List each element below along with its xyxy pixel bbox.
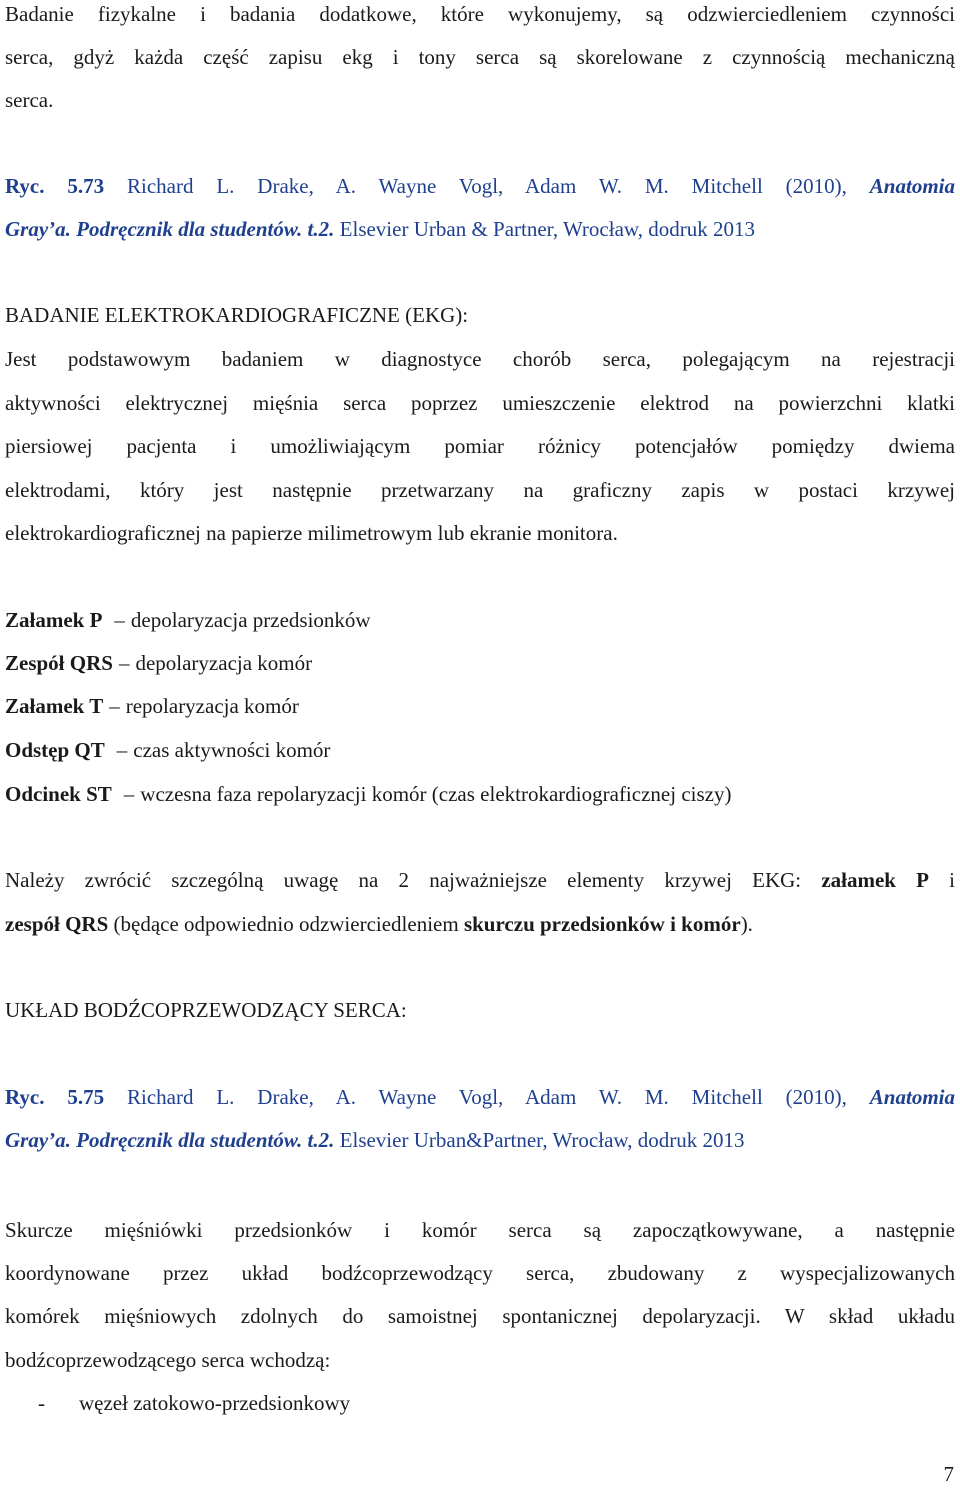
- page-number: 7: [943, 1462, 954, 1486]
- list-marker: -: [38, 1391, 45, 1415]
- note-text: (będące odpowiednio odzwierciedleniem: [113, 912, 459, 936]
- wave-description: depolaryzacja przedsionków: [130, 608, 371, 632]
- intro-line-3: serca.: [5, 88, 54, 112]
- figure-book-title: Anatomia: [869, 1085, 955, 1109]
- conduction-paragraph-line: koordynowane przez układ bodźcoprzewodzący serca, zbudowany z wyspecjalizowanych: [5, 1261, 955, 1285]
- figure-publisher: Elsevier Urban & Partner, Wrocław, dodruk 2013: [339, 217, 755, 241]
- figure-authors: Richard L. Drake, A. Wayne Vogl, Adam W. M. Mitchell (2010),: [127, 174, 847, 198]
- note-emphasis: zespół QRS: [5, 912, 109, 936]
- ekg-paragraph-line: piersiowej pacjenta i umożliwiającym pomiar różnicy potencjałów pomiędzy dwiema: [5, 434, 955, 458]
- figure-ref: Ryc. 5.75: [5, 1085, 105, 1109]
- note-text: ).: [740, 912, 753, 936]
- intro-line-1: Badanie fizykalne i badania dodatkowe, które wykonujemy, są odzwierciedleniem czynności: [5, 2, 955, 26]
- dash-separator: –: [116, 738, 128, 762]
- conduction-paragraph-line: komórek mięśniowych zdolnych do samoistnej spontanicznej depolaryzacji. W skład układu: [5, 1304, 955, 1328]
- figure-book-title-cont: Gray’a. Podręcznik dla studentów. t.2.: [5, 217, 335, 241]
- wave-term: Załamek T: [5, 694, 104, 718]
- ekg-paragraph-line: elektrokardiograficznej na papierze milimetrowym lub ekranie monitora.: [5, 521, 618, 545]
- wave-description: czas aktywności komór: [133, 738, 331, 762]
- wave-term: Odstęp QT: [5, 738, 105, 762]
- note-emphasis: załamek P: [821, 868, 929, 892]
- wave-definition: [5, 649, 955, 677]
- wave-term: Odcinek ST: [5, 782, 112, 806]
- wave-definition: [5, 736, 955, 764]
- list-item: [5, 1389, 955, 1417]
- wave-term: Zespół QRS: [5, 651, 113, 675]
- figure-caption-2-cont: [5, 1126, 955, 1154]
- section-heading-conduction: UKŁAD BODŹCOPRZEWODZĄCY SERCA:: [5, 998, 407, 1022]
- figure-ref: Ryc. 5.73: [5, 174, 105, 198]
- figure-caption-2: [5, 1083, 955, 1111]
- wave-definition: [5, 606, 955, 634]
- wave-description: repolaryzacja komór: [125, 694, 299, 718]
- dash-separator: –: [118, 651, 130, 675]
- note-line-2: [5, 910, 955, 938]
- wave-description: wczesna faza repolaryzacji komór (czas elektrokardiograficznej ciszy): [140, 782, 732, 806]
- note-emphasis: skurczu przedsionków i komór: [463, 912, 741, 936]
- section-heading-ekg: BADANIE ELEKTROKARDIOGRAFICZNE (EKG):: [5, 303, 469, 327]
- intro-line-2: serca, gdyż każda część zapisu ekg i tony serca są skorelowane z czynnością mechaniczną: [5, 45, 955, 69]
- wave-term: Załamek P: [5, 608, 103, 632]
- wave-description: depolaryzacja komór: [135, 651, 313, 675]
- figure-publisher: Elsevier Urban&Partner, Wrocław, dodruk 2013: [339, 1128, 745, 1152]
- list-item-text: węzeł zatokowo-przedsionkowy: [79, 1391, 351, 1415]
- wave-definition: [5, 692, 955, 720]
- conduction-paragraph-line: bodźcoprzewodzącego serca wchodzą:: [5, 1348, 331, 1372]
- figure-book-title: Anatomia: [869, 174, 955, 198]
- ekg-paragraph-line: elektrodami, który jest następnie przetwarzany na graficzny zapis w postaci krzywej: [5, 478, 955, 502]
- ekg-paragraph-line: aktywności elektrycznej mięśnia serca poprzez umieszczenie elektrod na powierzchni klatki: [5, 391, 955, 415]
- dash-separator: –: [109, 694, 120, 718]
- wave-definition: [5, 780, 955, 808]
- dash-separator: –: [114, 608, 125, 632]
- note-text: Należy zwrócić szczególną uwagę na 2 najważniejsze elementy krzywej EKG:: [5, 868, 802, 892]
- note-line-1: [5, 866, 955, 894]
- ekg-paragraph-line: Jest podstawowym badaniem w diagnostyce chorób serca, polegającym na rejestracji: [5, 347, 955, 371]
- dash-separator: –: [123, 782, 135, 806]
- figure-authors: Richard L. Drake, A. Wayne Vogl, Adam W. M. Mitchell (2010),: [127, 1085, 847, 1109]
- figure-book-title-cont: Gray’a. Podręcznik dla studentów. t.2.: [5, 1128, 335, 1152]
- figure-caption-1-cont: [5, 215, 955, 243]
- conduction-paragraph-line: Skurcze mięśniówki przedsionków i komór serca są zapoczątkowywane, a następnie: [5, 1218, 955, 1242]
- note-text: i: [949, 868, 955, 892]
- figure-caption-1: [5, 172, 955, 200]
